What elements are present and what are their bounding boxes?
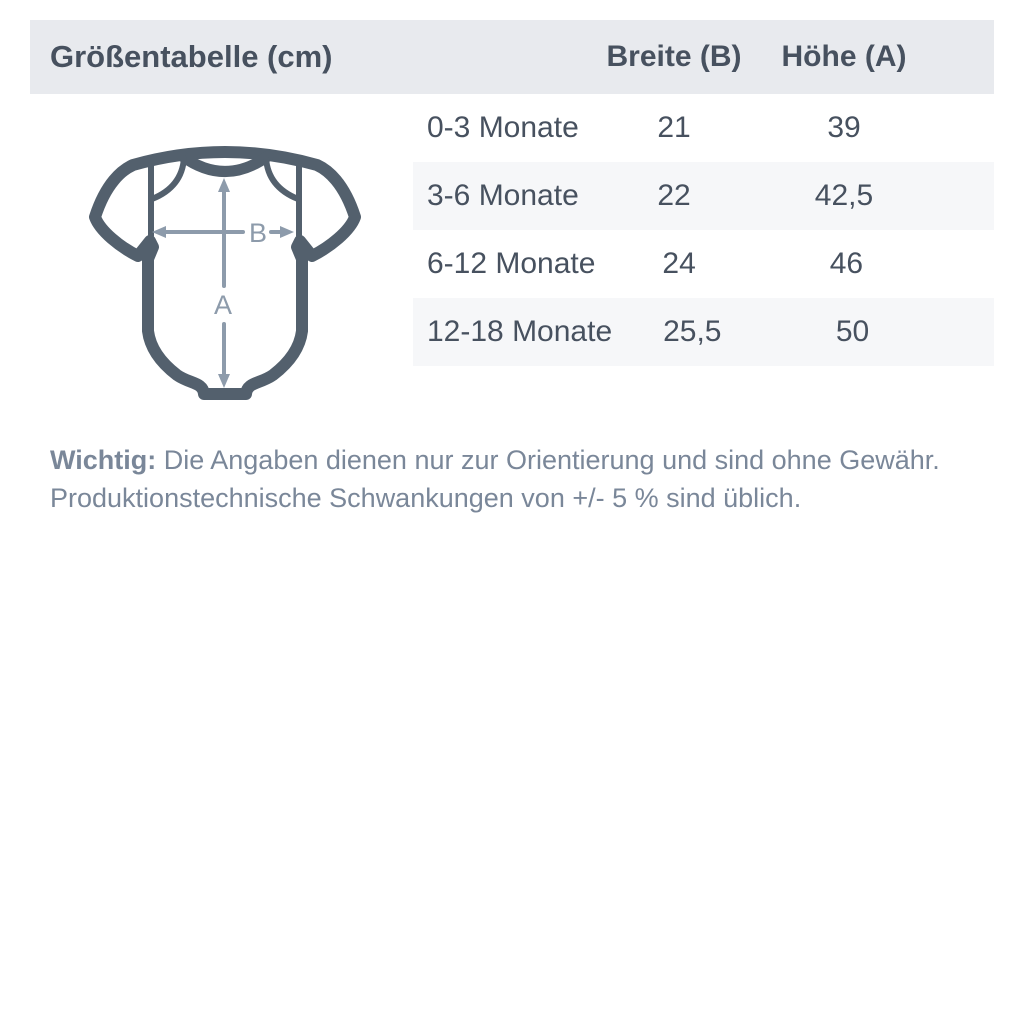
disclaimer-prefix: Wichtig:	[50, 445, 157, 475]
hoehe-value: 50	[835, 315, 870, 348]
table-row	[413, 162, 994, 230]
page-title: Größentabelle (cm)	[50, 39, 333, 74]
table-header	[30, 20, 994, 94]
hoehe-value: 46	[829, 247, 864, 280]
table-row	[413, 94, 994, 162]
column-header-breite: Breite (B)	[606, 40, 742, 73]
width-label: B	[248, 218, 268, 248]
hoehe-value: 39	[827, 111, 861, 144]
table-row	[413, 230, 994, 298]
breite-value: 22	[657, 179, 691, 212]
height-label: A	[213, 290, 233, 320]
size-table-rows	[413, 94, 994, 366]
column-header-hoehe: Höhe (A)	[781, 40, 907, 73]
disclaimer-line2: Produktionstechnische Schwankungen von +/- 5 % sind üblich.	[50, 483, 802, 513]
size-label: 12-18 Monate	[427, 315, 613, 348]
breite-value: 25,5	[663, 315, 722, 348]
hoehe-value: 42,5	[814, 179, 874, 212]
bodysuit-diagram	[80, 125, 370, 415]
table-row	[413, 298, 994, 366]
breite-value: 21	[657, 111, 691, 144]
size-label: 0-3 Monate	[427, 111, 579, 144]
breite-value: 24	[662, 247, 696, 280]
size-label: 3-6 Monate	[427, 179, 579, 212]
disclaimer-note	[50, 441, 980, 517]
size-label: 6-12 Monate	[427, 247, 596, 280]
disclaimer-line1: Die Angaben dienen nur zur Orientierung und sind ohne Gewähr.	[156, 445, 940, 475]
